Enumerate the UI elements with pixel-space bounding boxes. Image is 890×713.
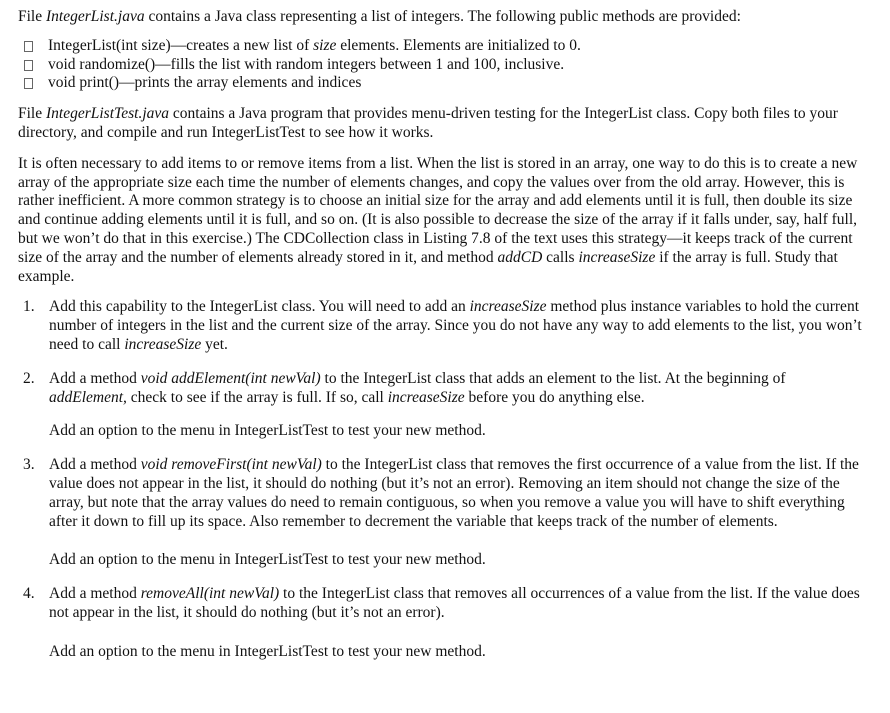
checkbox-bullet-icon <box>24 41 33 52</box>
task-number: 1. <box>23 298 35 316</box>
checkbox-bullet-icon <box>24 78 33 89</box>
method-name-addcd: addCD <box>497 248 543 266</box>
task-item-2 <box>18 370 866 441</box>
task-menu-note: Add an option to the menu in IntegerListTest to test your new method. <box>49 422 486 440</box>
intro-text-end: contains a Java class representing a list of integers. The following public methods are provided: <box>144 8 741 25</box>
task-item-1 <box>18 298 866 354</box>
strategy-paragraph: It is often necessary to add items to or remove items from a list. When the list is stored in an array, one way to do this is to create a new array of the appropriate size each time the number of elements changes, and copy the values over from the old array. However, this is rather inefficient. A more common strategy is to choose an initial size for the array and add elements until it is full, then double its size and continue adding elements until it is full, and so on. (It is also possible to decrease the size of the array if it falls under, say, half full, but we won’t do that in this exercise.) The CDCollection class in Listing 7.8 of the text uses this strategy—it keeps track of the current size of the array and the number of elements already stored in it, and method addCD calls increaseSize if the array is full. Study that example. <box>18 154 858 285</box>
task-instruction: Add a method removeAll(int newVal) to the IntegerList class that removes all occurrences of a value from the list. If the value does not appear in the list, it should do nothing (but it’s not an error). <box>49 585 860 621</box>
task-body <box>49 456 866 570</box>
method-list <box>18 37 866 93</box>
task-menu-note: Add an option to the menu in IntegerListTest to test your new method. <box>49 551 486 569</box>
task-body <box>49 298 866 354</box>
task-list <box>18 298 866 661</box>
file-name-integerlisttest: IntegerListTest.java <box>46 105 170 123</box>
task-menu-note: Add an option to the menu in IntegerListTest to test your new method. <box>49 642 486 660</box>
task-instruction: Add this capability to the IntegerList class. You will need to add an increaseSize method plus instance variables to hold the current number of integers in the list and the current size of the array. Since you do not have any way to add elements to the list, you won’t need to call increaseSize yet. <box>49 298 862 353</box>
method-name-increasesize: increaseSize <box>578 248 656 266</box>
checkbox-bullet-icon <box>24 60 33 71</box>
task-number: 4. <box>23 585 35 603</box>
task-item-4 <box>18 585 866 661</box>
task-number: 2. <box>23 369 35 387</box>
file-name-integerlist: IntegerList.java <box>46 8 145 25</box>
method-text: void print()—prints the array elements and indices <box>48 74 362 92</box>
method-text: IntegerList(int size)—creates a new list of size elements. Elements are initialized to 0. <box>48 36 581 54</box>
method-item-randomize <box>24 56 866 75</box>
intro-paragraph <box>18 8 866 27</box>
task-instruction: Add a method void addElement(int newVal) to the IntegerList class that adds an element to the list. At the beginning of addElement, check to see if the array is full. If so, call increaseSize before you do anything else. <box>49 369 786 406</box>
test-file-paragraph: File IntegerListTest.java contains a Java program that provides menu-driven testing for the IntegerList class. Copy both files to your directory, and compile and run IntegerListTest to see how it works. <box>18 105 838 141</box>
method-text: void randomize()—fills the list with random integers between 1 and 100, inclusive. <box>48 55 565 73</box>
task-instruction: Add a method void removeFirst(int newVal) to the IntegerList class that removes the first occurrence of a value from the list. If the value does not appear in the list, it should do nothing (but it’s not an error). Removing an item should not change the size of the array, but note that the array values do need to remain contiguous, so when you remove a value you will have to shift everything after it down to fill up its space. Also remember to decrement the variable that keeps track of the number of elements. <box>49 456 859 530</box>
method-item-print <box>24 74 866 93</box>
task-item-3 <box>18 456 866 570</box>
intro-text-start: File <box>18 8 46 25</box>
method-item-constructor <box>24 37 866 56</box>
task-body <box>49 585 866 661</box>
task-number: 3. <box>23 456 35 474</box>
task-body <box>49 370 866 441</box>
